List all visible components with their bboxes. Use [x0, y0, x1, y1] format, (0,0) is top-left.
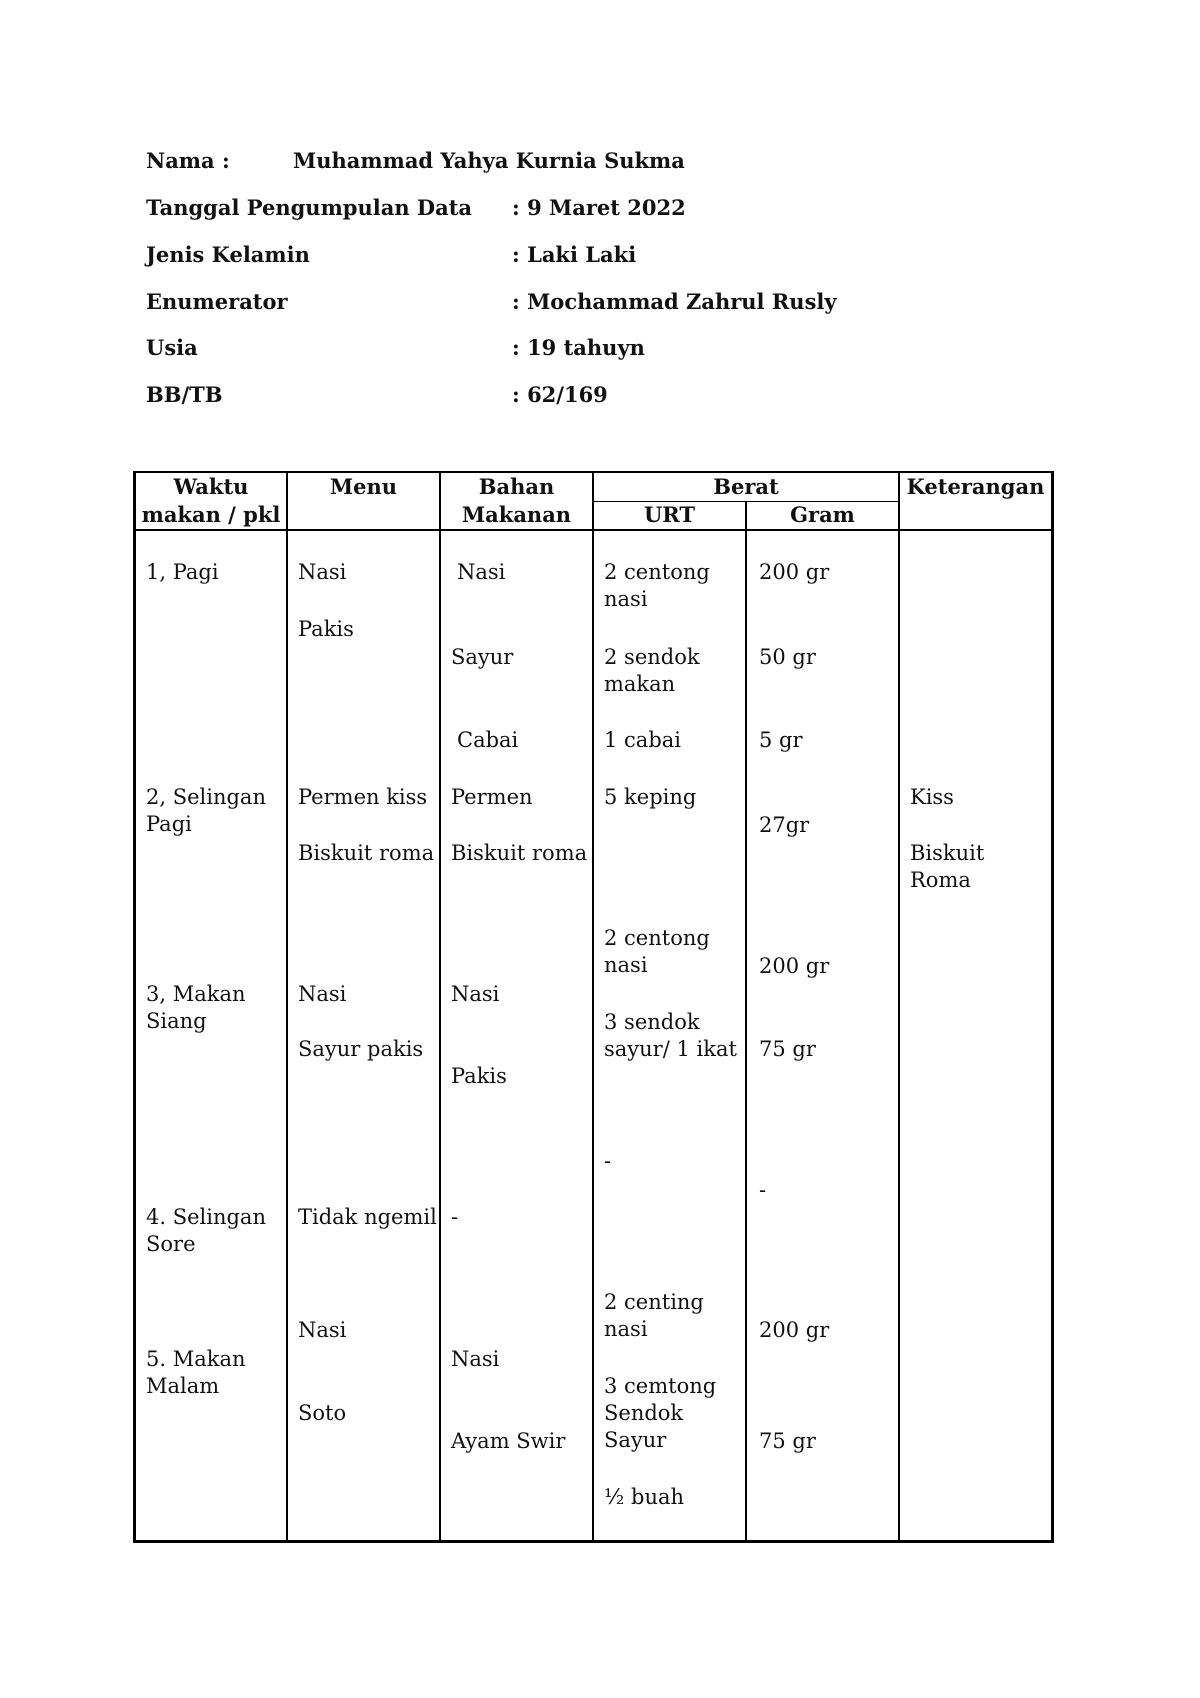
bahan-cell: Nasi — [457, 560, 506, 584]
header-keterangan: Keterangan — [906, 474, 1045, 499]
gram-cell: 75 gr — [759, 1429, 816, 1453]
column-divider — [286, 471, 288, 1543]
bahan-cell: Nasi — [451, 982, 500, 1006]
usia-label: Usia — [146, 335, 198, 360]
gram-cell: 50 gr — [759, 645, 816, 669]
urt-cell: 2 centing nasi — [604, 1290, 704, 1341]
keterangan-cell: Biskuit Roma — [910, 841, 985, 892]
waktu-cell: 4. Selingan Sore — [146, 1205, 266, 1256]
waktu-cell: 1, Pagi — [146, 560, 219, 584]
menu-cell: Nasi — [298, 560, 347, 584]
tanggal-label: Tanggal Pengumpulan Data — [146, 195, 473, 220]
header-bahan-line1: Bahan — [478, 474, 555, 499]
menu-cell: Tidak ngemil — [298, 1205, 437, 1229]
urt-cell: 2 sendok makan — [604, 645, 700, 696]
header-urt: URT — [643, 502, 696, 527]
bahan-cell: Permen — [451, 785, 533, 809]
tanggal-value: : 9 Maret 2022 — [512, 195, 686, 220]
nama-label: Nama : — [146, 148, 230, 173]
urt-cell: - — [604, 1149, 612, 1173]
gram-cell: 200 gr — [759, 560, 830, 584]
bahan-cell: Nasi — [451, 1347, 500, 1371]
gram-cell: 27gr — [759, 813, 810, 837]
gram-cell: 200 gr — [759, 954, 830, 978]
jenis-kelamin-value: : Laki Laki — [512, 242, 637, 267]
menu-cell: Nasi — [298, 1318, 347, 1342]
header-waktu-line2: makan / pkl — [141, 502, 281, 527]
menu-cell: Permen kiss — [298, 785, 428, 809]
header-gram: Gram — [790, 502, 855, 527]
keterangan-cell: Kiss — [910, 785, 954, 809]
table-border-left — [133, 471, 136, 1543]
nama-value: Muhammad Yahya Kurnia Sukma — [293, 148, 685, 173]
waktu-cell: 5. Makan Malam — [146, 1347, 246, 1398]
bahan-cell: Sayur — [451, 645, 514, 669]
gram-cell: - — [759, 1178, 767, 1202]
header-menu: Menu — [329, 474, 398, 499]
gram-cell: 75 gr — [759, 1037, 816, 1061]
urt-cell: 3 sendok sayur/ 1 ikat — [604, 1010, 737, 1061]
waktu-cell: 3, Makan Siang — [146, 982, 246, 1033]
column-divider — [592, 471, 594, 1543]
waktu-cell: 2, Selingan Pagi — [146, 785, 266, 836]
usia-value: : 19 tahuyn — [512, 335, 645, 360]
column-divider — [745, 501, 747, 1543]
urt-cell: 1 cabai — [604, 728, 681, 752]
header-bahan-line2: Makanan — [461, 502, 572, 527]
gram-cell: 200 gr — [759, 1318, 830, 1342]
gram-cell: 5 gr — [759, 728, 803, 752]
menu-cell: Biskuit roma — [298, 841, 435, 865]
jenis-kelamin-label: Jenis Kelamin — [146, 242, 310, 267]
urt-cell: ½ buah — [604, 1485, 685, 1509]
bahan-cell: Biskuit roma — [451, 841, 588, 865]
enumerator-value: : Mochammad Zahrul Rusly — [512, 289, 837, 314]
urt-cell: 2 centong nasi — [604, 926, 710, 977]
header-berat: Berat — [713, 474, 779, 499]
menu-cell: Pakis — [298, 617, 354, 641]
bbtb-value: : 62/169 — [512, 382, 608, 407]
bahan-cell: Ayam Swir — [451, 1429, 566, 1453]
enumerator-label: Enumerator — [146, 289, 288, 314]
menu-cell: Sayur pakis — [298, 1037, 424, 1061]
header-waktu-line1: Waktu — [173, 474, 249, 499]
column-divider — [898, 471, 900, 1543]
urt-cell: 2 centong nasi — [604, 560, 710, 611]
column-divider — [439, 471, 441, 1543]
menu-cell: Soto — [298, 1401, 347, 1425]
menu-cell: Nasi — [298, 982, 347, 1006]
bbtb-label: BB/TB — [146, 382, 223, 407]
bahan-cell: Cabai — [457, 728, 519, 752]
urt-cell: 5 keping — [604, 785, 697, 809]
urt-cell: 3 cemtong Sendok Sayur — [604, 1374, 717, 1452]
bahan-cell: - — [451, 1205, 459, 1229]
bahan-cell: Pakis — [451, 1064, 507, 1088]
table-border-right — [1051, 471, 1054, 1543]
